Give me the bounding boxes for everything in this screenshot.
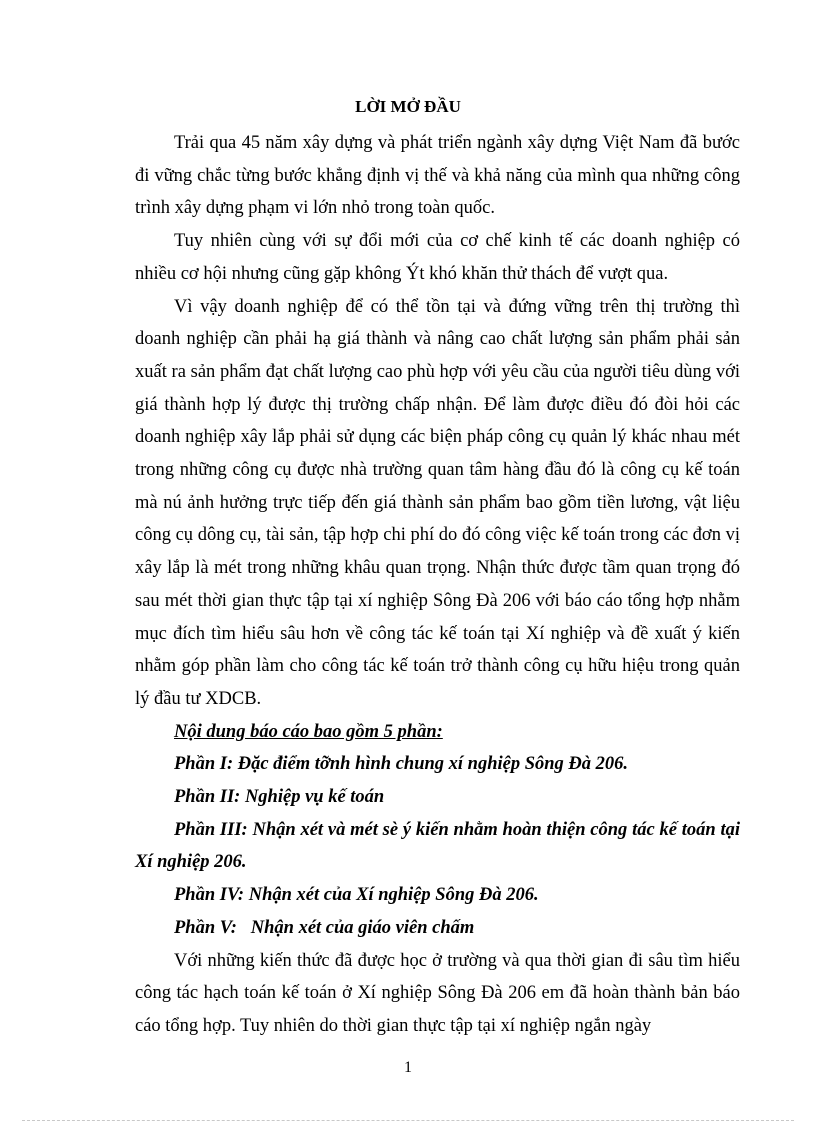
part-item-5: Phần V: Nhận xét của giáo viên chấm: [174, 917, 475, 938]
document-body: [135, 127, 740, 1043]
part-item-2: Phần II: Nghiệp vụ kế toán: [174, 787, 385, 808]
paragraph-accounting-role: Vì vậy doanh nghiệp để có thể tồn tại và đứng vững trên thị trường thì doanh nghiệp cần phải hạ giá thành và nâng cao chất lượng sản phẩm phải sản xuất ra sản phẩm đạt chất lượng cao phù hợp với yêu cầu của người tiêu dùng với giá thành hợp lý được thị trường chấp nhận. Để làm được điều đó đòi hỏi các doanh nghiệp xây lắp phải sử dụng các biện pháp công cụ quản lý khác nhau mét trong những công cụ được nhà trường quan tâm hàng đầu đó là công cụ kế toán mà nú ảnh hưởng trực tiếp đến giá thành sản phẩm bao gồm tiền lương, vật liệu công cụ dông cụ, tài sản, tập hợp chi phí do đó công việc kế toán trong các đơn vị xây lắp là mét trong những khâu quan trọng. Nhận thức được tầm quan trọng đó sau mét thời gian thực tập tại xí nghiệp Sông Đà 206 với báo cáo tổng hợp nhằm mục đích tìm hiểu sâu hơn về công tác kế toán tại Xí nghiệp và đề xuất ý kiến nhằm góp phần làm cho công tác kế toán trở thành công cụ hữu hiệu trong quản lý đầu tư XDCB.: [135, 296, 740, 709]
paragraph-closing: Với những kiến thức đã được học ở trường và qua thời gian đi sâu tìm hiểu công tác hạch toán kế toán ở Xí nghiệp Sông Đà 206 em đã hoàn thành bản báo cáo tổng hợp. Tuy nhiên do thời gian thực tập tại xí nghiệp ngắn ngày: [135, 950, 740, 1036]
paragraph-challenges: Tuy nhiên cùng với sự đổi mới của cơ chế kinh tế các doanh nghiệp có nhiều cơ hội nhưng cũng gặp không Ýt khó khăn thử thách để vượt qua.: [135, 231, 740, 284]
page-number: 1: [404, 1059, 412, 1076]
outline-heading-text: Nội dung báo cáo bao gồm 5 phần:: [174, 721, 443, 742]
paragraph-intro: Trải qua 45 năm xây dựng và phát triển ngành xây dựng Việt Nam đã bước đi vững chắc từng bước khẳng định vị thế và khả năng của mình qua những công trình xây dựng phạm vi lớn nhỏ trong toàn quốc.: [135, 133, 740, 219]
page-title: LỜI MỞ ĐẦU: [355, 97, 461, 116]
part-item-1: Phần I: Đặc điểm tỡnh hình chung xí nghiệp Sông Đà 206.: [174, 754, 629, 775]
part-item-4: Phần IV: Nhận xét của Xí nghiệp Sông Đà 206.: [174, 885, 539, 906]
outline-heading: [135, 716, 740, 749]
page-bottom-divider: [22, 1120, 794, 1121]
part-item-3: Phần III: Nhận xét và mét sè ý kiến nhằm hoàn thiện công tác kế toán tại Xí nghiệp 206.: [135, 819, 740, 873]
